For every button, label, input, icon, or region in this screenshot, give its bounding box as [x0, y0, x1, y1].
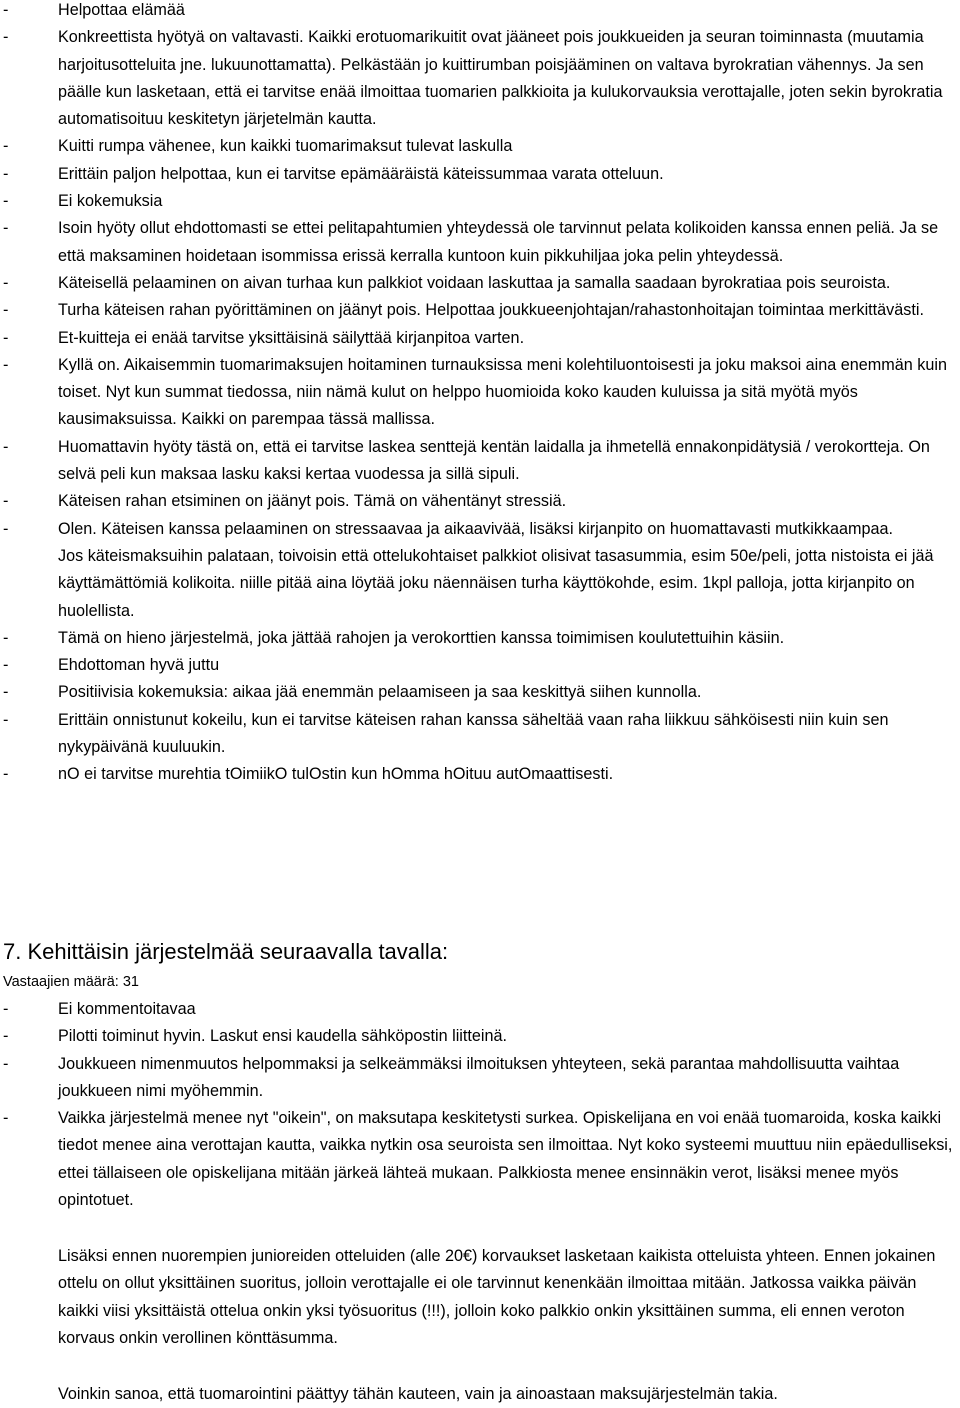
list-dash: -: [3, 519, 9, 538]
list-item: [0, 996, 960, 1023]
list-dash: -: [3, 1109, 9, 1128]
list-dash: -: [3, 1, 9, 19]
list-item-text: Pilotti toiminut hyvin. Laskut ensi kaudella sähköpostin liitteinä.: [58, 1027, 507, 1046]
list-item-text: Jos käteismaksuihin palataan, toivoisin että ottelukohtaiset palkkiot olisivat tasasummia, esim 50e/peli, jotta nistoista ei jää käyttämättömiä kolikoita. niille pitää aina löytää joku näennäisen turha käyttökohde, esim. 1kpl palloja, jotta kirjanpito on huolellista.: [58, 546, 934, 620]
list-item-text: Ei kommentoitavaa: [58, 1000, 196, 1018]
section-number: 7.: [3, 939, 22, 964]
list-item-text: Erittäin paljon helpottaa, kun ei tarvitse epämääräistä käteissummaa varata otteluun.: [58, 164, 664, 183]
list-dash: -: [3, 683, 9, 702]
list-item-text: Käteisen rahan etsiminen on jäänyt pois. Tämä on vähentänyt stressiä.: [58, 492, 567, 511]
list-item-text: Helpottaa elämää: [58, 1, 185, 19]
list-dash: -: [3, 1027, 9, 1046]
section-heading: [3, 937, 448, 967]
list-item-text: Olen. Käteisen kanssa pelaaminen on stressaavaa ja aikaavivää, lisäksi kirjanpito on huomattavasti mutkikkaampaa.: [58, 519, 893, 538]
list-dash: -: [3, 192, 9, 211]
list-dash: -: [3, 710, 9, 729]
list-dash: -: [3, 219, 9, 238]
list-item-text: Erittäin onnistunut kokeilu, kun ei tarvitse käteisen rahan kanssa säheltää vaan raha liikkuu sähköisesti niin kuin sen nykypäivänä kuuluukin.: [58, 710, 889, 757]
respondent-count: Vastaajien määrä: 31: [3, 974, 139, 990]
list-item-text: Tämä on hieno järjestelmä, joka jättää rahojen ja verokorttien kanssa toimimisen koulutettuihin käsiin.: [58, 628, 785, 647]
list-dash: -: [3, 1000, 9, 1018]
list-item-text: Kuitti rumpa vähenee, kun kaikki tuomarimaksut tulevat laskulla: [58, 137, 513, 156]
list-item: [0, 761, 960, 788]
paragraph-additional: Lisäksi ennen nuorempien junioreiden otteluiden (alle 20€) korvaukset lasketaan kaikista otteluista yhteen. Ennen jokainen ottelu on ollut yksittäinen suoritus, jolloin verottajalle ei ole tarvinnut kenenkään ilmoittaa mitään. Jatkossa vaikka päivän kaikki viisi yksittäistä ottelua onkin yksi työsuoritus (!!!), jolloin koko palkkio onkin yksittäinen summa, eli ennen veroton korvaus onkin verollinen könttäsumma.: [58, 1247, 936, 1347]
section-title: Kehittäisin järjestelmää seuraavalla tavalla:: [27, 939, 449, 964]
list-item: [0, 652, 960, 679]
list-item: [0, 270, 960, 297]
list-item: [0, 188, 960, 215]
list-item-text: Ehdottoman hyvä juttu: [58, 656, 220, 675]
list-item: [0, 488, 960, 515]
list-item: [0, 352, 960, 434]
feedback-list-improvements: [0, 996, 960, 1214]
list-item: [0, 1023, 960, 1050]
list-item-text: Konkreettista hyötyä on valtavasti. Kaikki erotuomarikuitit ovat jääneet pois joukkueiden ja seuran toiminnasta (muutamia harjoitusotteluita jne. lukuunottamatta). Pelkästään jo kuittirumban poisjääminen on valtava byrokratian vähennys. Ja sen päälle kun lasketaan, että ei tarvitse enää ilmoittaa tuomarien palkkioita ja kulukorvauksia verottajalle, joten sekin byrokratia automatisoituu keskitetyn järjetelmän kautta.: [58, 28, 943, 129]
list-item: [0, 133, 960, 160]
list-dash: -: [3, 628, 9, 647]
list-item-text: Isoin hyöty ollut ehdottomasti se ettei pelitapahtumien yhteydessä ole tarvinnut pelata kolikoiden kanssa ennen peliä. Ja se että maksaminen hoidetaan isommissa erissä kerralla kuntoon kuin pikkuhiljaa joka pelin yhteydessä.: [58, 219, 939, 265]
list-item: [0, 215, 960, 270]
list-dash: -: [3, 492, 9, 511]
list-item: [0, 679, 960, 706]
list-item: [0, 325, 960, 352]
list-item: [0, 24, 960, 133]
list-item-continuation: [0, 543, 960, 625]
list-dash: -: [3, 28, 9, 47]
list-item: [0, 1051, 960, 1106]
paragraph-closing: Voinkin sanoa, että tuomarointini päättyy tähän kauteen, vain ja ainoastaan maksujärjestelmän takia.: [58, 1385, 778, 1403]
list-item: [0, 707, 960, 762]
list-item-text: Turha käteisen rahan pyörittäminen on jäänyt pois. Helpottaa joukkueenjohtajan/rahastonhoitajan toimintaa merkittävästi.: [58, 301, 924, 320]
list-item: [0, 161, 960, 188]
list-item: [0, 625, 960, 652]
list-item: [0, 297, 960, 324]
list-dash: -: [3, 301, 9, 320]
list-item: [0, 516, 960, 543]
list-dash: -: [3, 328, 9, 347]
list-dash: -: [3, 273, 9, 292]
list-item-text: Ei kokemuksia: [58, 192, 163, 211]
list-item-text: Kyllä on. Aikaisemmin tuomarimaksujen hoitaminen turnauksissa meni kolehtiluontoisesti ja joku maksoi aina enemmän kuin toiset. Nyt kun summat tiedossa, niin nämä kulut on helppo huomioida koko kauden kuluissa ja sitä myötä myös kausimaksuissa. Kaikki on parempaa tässä mallissa.: [58, 355, 947, 429]
list-item-text: Käteisellä pelaaminen on aivan turhaa kun palkkiot voidaan laskuttaa ja samalla saadaan byrokratiaa pois seuroista.: [58, 273, 891, 292]
list-item: [0, 1105, 960, 1214]
list-item-text: nO ei tarvitse murehtia tOimiikO tulOstin kun hOmma hOituu autOmaattisesti.: [58, 765, 614, 784]
list-dash: -: [3, 164, 9, 183]
list-dash: -: [3, 656, 9, 675]
list-item: [0, 0, 960, 24]
list-dash: -: [3, 437, 9, 456]
list-item-text: Huomattavin hyöty tästä on, että ei tarvitse laskea senttejä kentän laidalla ja ihmetellä ennakonpidätysiä / verokortteja. On selvä peli kun maksaa lasku kaksi kertaa vuodessa ja sillä sipuli.: [58, 437, 930, 484]
list-dash: -: [3, 1054, 9, 1073]
list-item-text: Et-kuitteja ei enää tarvitse yksittäisinä säilyttää kirjanpitoa varten.: [58, 328, 525, 347]
list-item-text: Vaikka järjestelmä menee nyt "oikein", on maksutapa keskitetysti surkea. Opiskelijana en voi enää tuomaroida, koska kaikki tiedot menee aina verottajan kautta, vaikka nytkin osa seuroista sen ilmoittaa. Nyt koko systeemi muuttuu niin epäedulliseksi, ettei tällaiseen ole opiskelijana mitään järkeä lähteä mukaan. Palkkiosta menee ensinnäkin verot, lisäksi menee myös opintotuet.: [58, 1109, 953, 1210]
list-dash: -: [3, 355, 9, 374]
list-item: [0, 434, 960, 489]
list-dash: -: [3, 765, 9, 784]
list-item-text: Positiivisia kokemuksia: aikaa jää enemmän pelaamiseen ja saa keskittyä siihen kunnolla.: [58, 683, 702, 702]
list-item-text: Joukkueen nimenmuutos helpommaksi ja selkeämmäksi ilmoituksen yhteyteen, sekä parantaa mahdollisuutta vaihtaa joukkueen nimi myöhemmin.: [58, 1054, 900, 1100]
list-dash: -: [3, 137, 9, 156]
